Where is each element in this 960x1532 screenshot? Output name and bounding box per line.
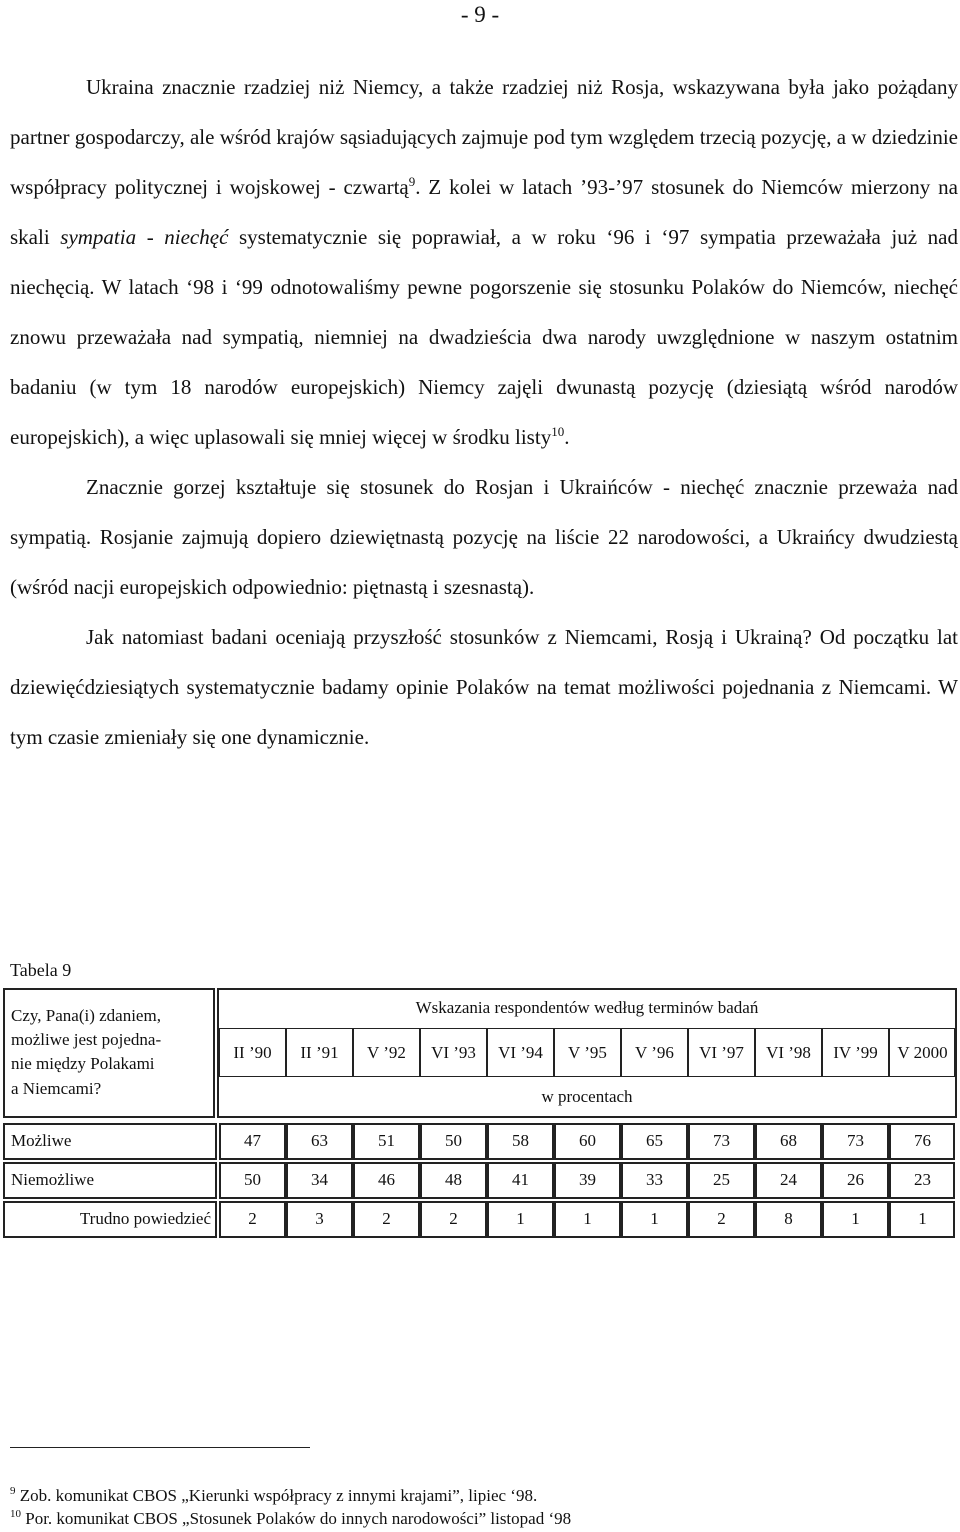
row-label: Trudno powiedzieć (79, 1209, 211, 1228)
p1-italic-scale: sympatia - niechęć (60, 225, 229, 249)
question-line-2: możliwe jest pojedna- (11, 1030, 162, 1049)
term-label: VI ’94 (498, 1043, 543, 1062)
value-text: 2 (248, 1209, 257, 1228)
page-number: - 9 - (460, 2, 500, 27)
term-label: II ’91 (300, 1043, 339, 1062)
value-text: 46 (378, 1170, 395, 1189)
value-text: 47 (244, 1131, 261, 1150)
value-text: 2 (382, 1209, 391, 1228)
value-text: 39 (579, 1170, 596, 1189)
value-text: 2 (717, 1209, 726, 1228)
paragraph-1 (10, 62, 958, 462)
value-text: 73 (713, 1131, 730, 1150)
value-text: 76 (914, 1131, 931, 1150)
term-label: VI ’97 (699, 1043, 744, 1062)
paragraph-3: Jak natomiast badani oceniają przyszłość stosunków z Niemcami, Rosją i Ukrainą? Od początku lat dziewięćdziesiątych systematycznie badamy opinie Polaków na temat możliwości pojednania z Niemcami. W tym czasie zmieniały się one dynamicznie. (10, 625, 958, 749)
value-text: 24 (780, 1170, 797, 1189)
footnote-10-mark: 10 (10, 1508, 21, 1520)
question-line-4: a Niemcami? (11, 1079, 102, 1098)
footnote-10 (10, 1509, 571, 1529)
data-table (3, 988, 957, 1238)
value-text: 41 (512, 1170, 529, 1189)
footnote-9-mark: 9 (10, 1485, 16, 1497)
term-label: V ’95 (568, 1043, 607, 1062)
value-text: 1 (918, 1209, 927, 1228)
value-text: 60 (579, 1131, 596, 1150)
value-text: 1 (516, 1209, 525, 1228)
term-label: VI ’93 (431, 1043, 476, 1062)
p1-text-a: Ukraina znacznie rzadziej niż Niemcy, a także rzadziej niż Rosja, wskazywana była jako pożądany partner gospodarczy, ale wśród krajów sąsiadujących zajmuje pod tym względem trzecią pozycję, a w dziedzinie współpracy politycznej i wojskowej - czwartą (10, 75, 958, 199)
body-text (10, 62, 958, 762)
value-text: 1 (851, 1209, 860, 1228)
table-caption: Tabela 9 (10, 960, 72, 980)
footnote-ref-10: 10 (551, 424, 565, 439)
value-text: 23 (914, 1170, 931, 1189)
value-text: 1 (583, 1209, 592, 1228)
value-text: 8 (784, 1209, 793, 1228)
value-text: 1 (650, 1209, 659, 1228)
value-text: 3 (315, 1209, 324, 1228)
term-label: II ’90 (233, 1043, 272, 1062)
term-label: VI ’98 (766, 1043, 811, 1062)
p1-text-b: . Z kolei w latach ’93-’97 stosunek do Niemców mierzony na skali (10, 175, 958, 249)
footnote-separator (10, 1447, 310, 1448)
value-text: 65 (646, 1131, 663, 1150)
value-text: 26 (847, 1170, 864, 1189)
value-text: 34 (311, 1170, 328, 1189)
footnote-9-text: Zob. komunikat CBOS „Kierunki współpracy z innymi krajami”, lipiec ‘98. (15, 1486, 538, 1505)
header-bottom: w procentach (541, 1087, 633, 1106)
row-label: Niemożliwe (11, 1170, 95, 1189)
value-text: 73 (847, 1131, 864, 1150)
p1-text-d: . (564, 425, 570, 449)
question-line-3: nie między Polakami (11, 1054, 155, 1073)
value-text: 2 (449, 1209, 458, 1228)
value-text: 68 (780, 1131, 797, 1150)
question-line-1: Czy, Pana(i) zdaniem, (11, 1006, 161, 1025)
value-text: 33 (646, 1170, 663, 1189)
p1-text-c: systematycznie się poprawiał, a w roku ‘96 i ‘97 sympatia przeważała już nad niechęcią. W latach ‘98 i ‘99 odnotowaliśmy pewne pogorszenie się stosunku Polaków do Niemców, niechęć znowu przeważała nad sympatią, niemniej na dwadzieścia dwa narody uwzględnione w naszym ostatnim badaniu (w tym 18 narodów europejskich) Niemcy zajęli dwunastą pozycję (dziesiątą wśród narodów europejskich), a więc uplasowali się mniej więcej w środku listy (10, 225, 958, 449)
footnote-9 (10, 1486, 537, 1506)
term-label: V 2000 (897, 1043, 948, 1062)
header-top: Wskazania respondentów według terminów badań (415, 998, 759, 1017)
value-text: 50 (244, 1170, 261, 1189)
value-text: 25 (713, 1170, 730, 1189)
term-label: V ’96 (635, 1043, 674, 1062)
footnote-ref-9: 9 (408, 174, 416, 189)
value-text: 48 (445, 1170, 462, 1189)
footnote-10-text: Por. komunikat CBOS „Stosunek Polaków do innych narodowości” listopad ‘98 (21, 1509, 572, 1528)
value-text: 51 (378, 1131, 395, 1150)
row-label: Możliwe (11, 1131, 72, 1150)
value-text: 58 (512, 1131, 529, 1150)
value-text: 50 (445, 1131, 462, 1150)
value-text: 63 (311, 1131, 328, 1150)
paragraph-2: Znacznie gorzej kształtuje się stosunek do Rosjan i Ukraińców - niechęć znacznie przeważa nad sympatią. Rosjanie zajmują dopiero dziewiętnastą pozycję na liście 22 narodowości, a Ukraińcy dwudziestą (wśród nacji europejskich odpowiednio: piętnastą i szesnastą). (10, 475, 958, 599)
term-label: IV ’99 (833, 1043, 878, 1062)
term-label: V ’92 (367, 1043, 406, 1062)
